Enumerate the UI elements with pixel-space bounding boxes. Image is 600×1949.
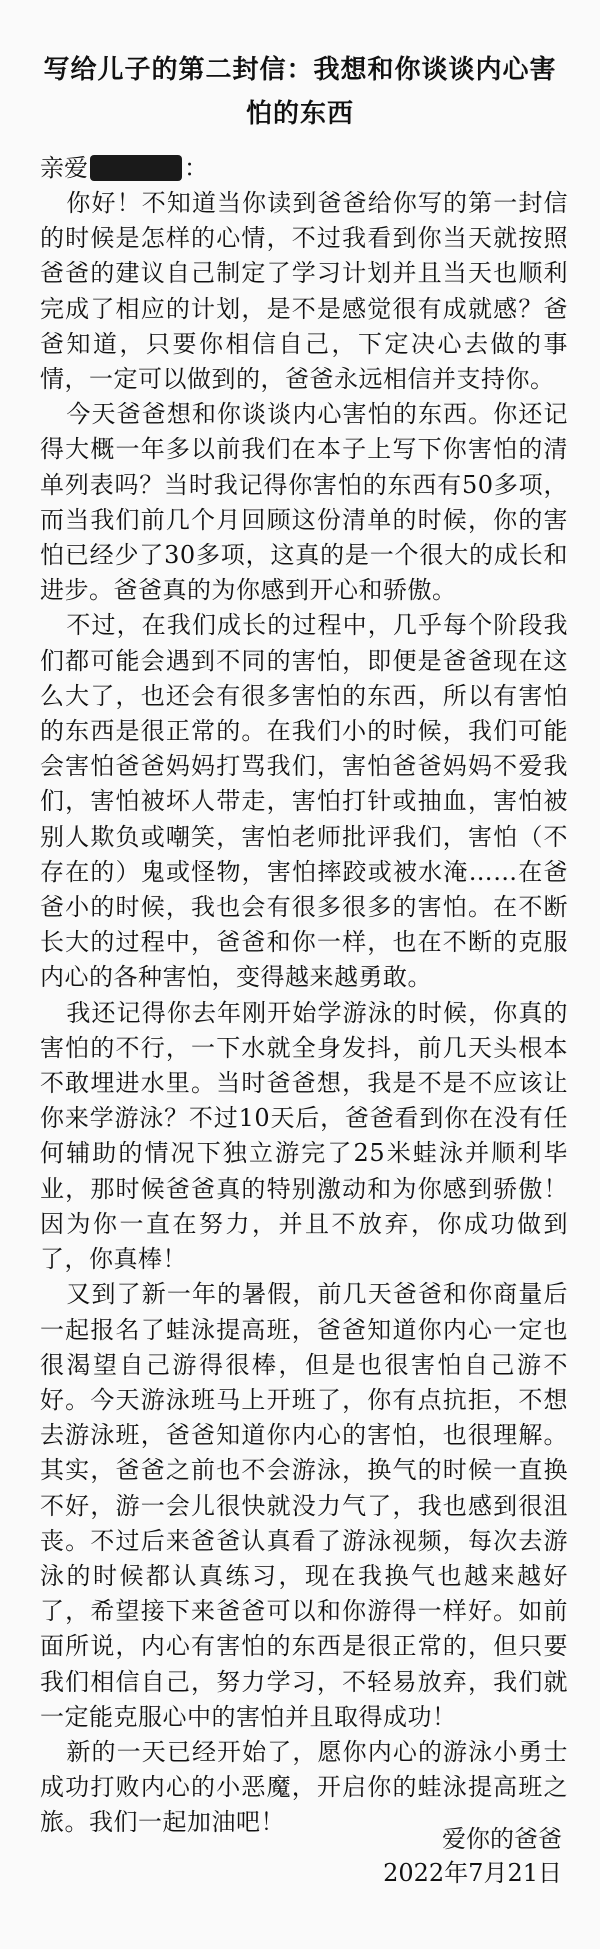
signoff <box>383 1822 562 1890</box>
paragraph-summer-class: 又到了新一年的暑假，前几天爸爸和你商量后一起报名了蛙泳提高班，爸爸知道你内心一定也很渴望自己游得很棒，但是也很害怕自己游不好。今天游泳班马上开班了，你有点抗拒，不想去游泳班，爸爸知道你内心的害怕，也很理解。其实，爸爸之前也不会游泳，换气的时候一直换不好，游一会儿很快就没力气了，我也感到很沮丧。不过后来爸爸认真看了游泳视频，每次去游泳的时候都认真练习，现在我换气也越来越好了，希望接下来爸爸可以和你游得一样好。如前面所说，内心有害怕的东西是很正常的，但只要我们相信自己，努力学习，不轻易放弃，我们就一定能克服心中的害怕并且取得成功！ <box>40 1280 568 1731</box>
paragraph-swimming-memory: 我还记得你去年刚开始学游泳的时候，你真的害怕的不行，一下水就全身发抖，前几天头根本不敢埋进水里。当时爸爸想，我是不是不应该让你来学游泳？不过10天后，爸爸看到你在没有任何辅助的情况下独立游完了25米蛙泳并顺利毕业，那时候爸爸真的特别激动和为你感到骄傲！因为你一直在努力，并且不放弃，你成功做到了，你真棒！ <box>40 998 568 1274</box>
letter-title: 写给儿子的第二封信：我想和你谈谈内心害怕的东西 <box>43 55 557 129</box>
paragraph-growing-up: 不过，在我们成长的过程中，几乎每个阶段我们都可能会遇到不同的害怕，即便是爸爸现在这么大了，也还会有很多害怕的东西，所以有害怕的东西是很正常的。在我们小的时候，我们可能会害怕爸爸妈妈打骂我们，害怕爸爸妈妈不爱我们，害怕被坏人带走，害怕打针或抽血，害怕被别人欺负或嘲笑，害怕老师批评我们，害怕（不存在的）鬼或怪物，害怕摔跤或被水淹……在爸爸小的时候，我也会有很多很多的害怕。在不断长大的过程中，爸爸和你一样，也在不断的克服内心的各种害怕，变得越来越勇敢。 <box>40 611 568 992</box>
signature: 爱你的爸爸 <box>442 1825 562 1853</box>
paragraph-closing: 新的一天已经开始了，愿你内心的游泳小勇士成功打败内心的小恶魔，开启你的蛙泳提高班之旅。我们一起加油吧！ <box>40 1737 568 1837</box>
salutation-prefix: 亲爱 <box>40 154 88 182</box>
letter-date: 2022年7月21日 <box>383 1859 562 1887</box>
salutation-suffix: ： <box>184 154 208 182</box>
paragraph-fear-list: 今天爸爸想和你谈谈内心害怕的东西。你还记得大概一年多以前我们在本子上写下你害怕的清单列表吗？当时我记得你害怕的东西有50多项，而当我们前几个月回顾这份清单的时候，你的害怕已经少了30多项，这真的是一个很大的成长和进步。爸爸真的为你感到开心和骄傲。 <box>40 400 568 605</box>
salutation <box>40 152 208 184</box>
redacted-name-block <box>90 155 182 181</box>
paragraph-greeting: 你好！不知道当你读到爸爸给你写的第一封信的时候是怎样的心情，不过我看到你当天就按照爸爸的建议自己制定了学习计划并且当天也顺利完成了相应的计划，是不是感觉很有成就感？爸爸知道，只要你相信自己，下定决心去做的事情，一定可以做到的，爸爸永远相信并支持你。 <box>40 189 568 394</box>
letter-body <box>40 186 568 1841</box>
